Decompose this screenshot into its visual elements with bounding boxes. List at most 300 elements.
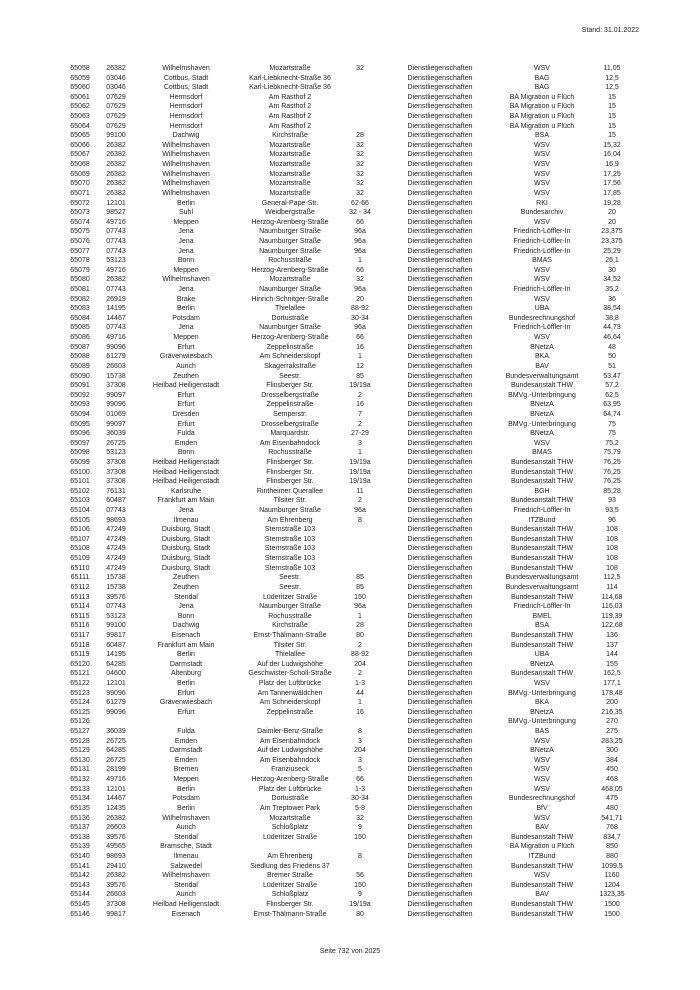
cell-number: 32: [356, 814, 364, 822]
cell-id: 65086: [70, 334, 90, 342]
table-row: [60, 477, 640, 487]
cell-id: 65112: [70, 583, 90, 591]
cell-street: Skagerrakstraße: [264, 362, 316, 370]
cell-plz: 14195: [106, 305, 126, 313]
cell-plz: 07743: [106, 324, 126, 332]
cell-organization: BMVg.-Unterbringung: [508, 391, 576, 399]
cell-id: 65143: [70, 881, 90, 889]
cell-type: Dienstliegenschaften: [407, 555, 473, 563]
cell-id: 65104: [70, 507, 90, 515]
cell-type: Dienstliegenschaften: [407, 564, 473, 572]
cell-organization: Bundesanstalt THW: [510, 641, 574, 649]
cell-city: Heilbad Heiligenstadt: [152, 901, 220, 909]
cell-number: 96a: [354, 286, 366, 294]
page-number-label: Seite 732 von 2025: [319, 948, 381, 955]
cell-value: 216,35: [601, 708, 623, 716]
cell-id: 65099: [70, 458, 90, 466]
cell-city: Altenburg: [171, 670, 201, 678]
cell-id: 65132: [70, 776, 90, 784]
cell-number: [340, 525, 380, 535]
cell-organization: WSV: [534, 151, 550, 159]
cell-plz: 14467: [106, 795, 126, 803]
cell-organization: BAG: [534, 84, 550, 92]
cell-number: 3: [358, 756, 362, 764]
cell-street: Seestr.: [279, 372, 301, 380]
cell-value: 50: [608, 353, 616, 361]
cell-id: 65061: [70, 93, 90, 101]
cell-type: Dienstliegenschaften: [407, 535, 473, 543]
cell-organization: Bundesanstalt THW: [510, 631, 574, 639]
table-row: [60, 285, 640, 295]
cell-street: Ernst-Thälmann-Straße: [253, 910, 327, 918]
cell-value: 15: [608, 93, 616, 101]
cell-type: Dienstliegenschaften: [407, 785, 473, 793]
cell-street: Auf der Ludwigshöhe: [257, 660, 323, 668]
cell-organization: Friedrich-Löffler-In: [513, 228, 571, 236]
cell-organization: Bundesarchiv: [520, 209, 564, 217]
cell-type: Dienstliegenschaften: [407, 526, 473, 534]
cell-type: Dienstliegenschaften: [407, 420, 473, 428]
cell-organization: BAV: [535, 362, 549, 370]
table-row: [60, 506, 640, 516]
cell-type: Dienstliegenschaften: [407, 545, 473, 553]
cell-number: 2: [358, 641, 362, 649]
cell-street: Mozartstraße: [269, 65, 311, 72]
cell-organization: Friedrich-Löffler-In: [513, 237, 571, 245]
table-row: [60, 400, 640, 410]
cell-organization: Bundesanstalt THW: [510, 881, 574, 889]
cell-organization: BAS: [534, 728, 549, 736]
cell-city: [132, 717, 240, 727]
cell-city: Karlsruhe: [171, 487, 201, 495]
cell-organization: BfV: [536, 804, 548, 812]
table-row: [60, 391, 640, 401]
cell-value: 20: [608, 209, 616, 217]
cell-city: Wilhelmshaven: [162, 151, 210, 159]
table-row: [60, 420, 640, 430]
cell-street: Am Rasthof 2: [268, 113, 312, 121]
cell-organization: BKA: [534, 353, 549, 361]
cell-value: 1500: [604, 910, 620, 918]
table-row: [60, 352, 640, 362]
cell-plz: 26382: [106, 276, 126, 284]
cell-plz: 99096: [106, 708, 126, 716]
cell-plz: 26382: [106, 151, 126, 159]
cell-value: 475: [606, 795, 618, 803]
cell-plz: 99817: [106, 631, 126, 639]
cell-city: Berlin: [177, 305, 195, 313]
table-row: [60, 727, 640, 737]
cell-id: 65070: [70, 180, 90, 188]
cell-number: 5: [358, 766, 362, 774]
cell-value: 114: [606, 583, 618, 591]
table-row: [60, 189, 640, 199]
cell-value: 200: [606, 699, 618, 707]
cell-id: 65102: [70, 487, 90, 495]
cell-plz: 26603: [106, 891, 126, 899]
cell-plz: 49565: [106, 843, 126, 851]
table-row: [60, 573, 640, 583]
cell-type: Dienstliegenschaften: [407, 247, 473, 255]
cell-city: Duisburg, Stadt: [161, 545, 211, 553]
cell-city: Emden: [174, 737, 198, 745]
cell-street: Flinsberger Str.: [266, 382, 314, 390]
cell-organization: WSV: [534, 161, 550, 169]
cell-city: Eisenach: [171, 910, 201, 918]
cell-number: 96a: [354, 324, 366, 332]
cell-id: 65100: [70, 468, 90, 476]
cell-organization: BAV: [535, 824, 549, 832]
cell-organization: Friedrich-Löffler-In: [513, 507, 571, 515]
cell-city: Hermsdorf: [169, 103, 203, 111]
cell-plz: 07743: [106, 237, 126, 245]
cell-id: 65133: [70, 785, 90, 793]
cell-street: Siedlung des Friedens 37: [250, 862, 330, 870]
cell-street: Kirchstraße: [272, 622, 308, 630]
cell-organization: UBA: [534, 305, 550, 313]
cell-plz: 03046: [106, 74, 126, 82]
cell-organization: WSV: [534, 737, 550, 745]
cell-city: Dachwig: [172, 132, 200, 140]
cell-value: 17,56: [603, 180, 621, 188]
cell-city: Frankfurt am Main: [157, 497, 215, 505]
cell-organization: Bundesanstalt THW: [510, 468, 574, 476]
cell-type: Dienstliegenschaften: [407, 795, 473, 803]
cell-id: 65121: [70, 670, 90, 678]
cell-number: 150: [354, 881, 366, 889]
cell-number: 32: [356, 65, 364, 72]
cell-street: General-Pape-Str.: [261, 199, 319, 207]
cell-street: Naumburger Straße: [259, 507, 321, 515]
cell-value: 75,2: [605, 439, 619, 447]
table-row: [60, 304, 640, 314]
cell-type: Dienstliegenschaften: [407, 852, 473, 860]
cell-city: Dresden: [172, 410, 200, 418]
cell-value: 75,79: [603, 449, 621, 457]
properties-table: [60, 64, 640, 919]
cell-street: Rochusstraße: [268, 449, 312, 457]
cell-street: Lüderitzer Straße: [262, 833, 318, 841]
cell-type: Dienstliegenschaften: [407, 891, 473, 899]
cell-city: Duisburg, Stadt: [161, 555, 211, 563]
cell-type: Dienstliegenschaften: [407, 189, 473, 197]
cell-plz: 26382: [106, 170, 126, 178]
cell-street: Bremer Straße: [267, 872, 313, 880]
cell-value: 108: [606, 535, 618, 543]
cell-type: Dienstliegenschaften: [407, 756, 473, 764]
cell-organization: BGH: [534, 487, 550, 495]
cell-number: 32: [356, 141, 364, 149]
cell-city: Fulda: [177, 728, 195, 736]
cell-plz: 53123: [106, 612, 126, 620]
cell-value: 76,25: [603, 458, 621, 466]
cell-street: Rintheimer Querallee: [256, 487, 324, 495]
cell-city: Erfurt: [177, 391, 195, 399]
cell-value: 15: [608, 113, 616, 121]
cell-value: 23,375: [601, 237, 623, 245]
cell-organization: WSV: [534, 785, 550, 793]
cell-id: 65071: [70, 189, 90, 197]
cell-value: 15: [608, 122, 616, 130]
cell-plz: 98527: [106, 209, 126, 217]
cell-id: 65082: [70, 295, 90, 303]
table-row: [60, 150, 640, 160]
cell-value: 15,32: [603, 141, 621, 149]
cell-value: 450: [606, 766, 618, 774]
cell-city: Hermsdorf: [169, 113, 203, 121]
cell-id: 65096: [70, 430, 90, 438]
cell-type: Dienstliegenschaften: [407, 699, 473, 707]
cell-value: 300: [606, 747, 618, 755]
cell-plz: 37308: [106, 382, 126, 390]
cell-value: 57,2: [605, 382, 619, 390]
cell-value: 15: [608, 132, 616, 140]
cell-value: 1500: [604, 901, 620, 909]
cell-plz: 99097: [106, 420, 126, 428]
cell-plz: 99096: [106, 401, 126, 409]
cell-number: 85: [356, 574, 364, 582]
cell-organization: BSA: [534, 622, 549, 630]
cell-city: Emden: [174, 439, 198, 447]
cell-number: 16: [356, 343, 364, 351]
table-row: [60, 862, 640, 872]
cell-type: Dienstliegenschaften: [407, 718, 473, 726]
cell-value: 35,2: [605, 286, 619, 294]
cell-city: Zeuthen: [173, 372, 199, 380]
cell-street: Dortustraße: [271, 795, 309, 803]
cell-id: 65115: [70, 612, 90, 620]
table-row: [60, 525, 640, 535]
cell-number: 1: [358, 699, 362, 707]
cell-value: 108: [606, 564, 618, 572]
cell-organization: BMVg.-Unterbringung: [508, 689, 576, 697]
cell-organization: Bundesanstalt THW: [510, 910, 574, 918]
cell-plz: 98693: [106, 516, 126, 524]
cell-number: 96a: [354, 507, 366, 515]
cell-city: Dachwig: [172, 622, 200, 630]
cell-organization: Bundesanstalt THW: [510, 555, 574, 563]
cell-organization: Bundesanstalt THW: [510, 382, 574, 390]
cell-organization: Bundesanstalt THW: [510, 862, 574, 870]
table-row: [60, 275, 640, 285]
cell-organization: BNetzA: [530, 660, 554, 668]
cell-city: Zeuthen: [173, 583, 199, 591]
cell-organization: WSV: [534, 266, 550, 274]
cell-city: Duisburg, Stadt: [161, 564, 211, 572]
table-row: [60, 487, 640, 497]
cell-city: Wilhelmshaven: [162, 65, 210, 72]
table-row: [60, 112, 640, 122]
cell-value: 468: [606, 776, 618, 784]
cell-city: Cottbus, Stadt: [163, 84, 209, 92]
cell-organization: BA Migration u Flüch: [509, 843, 575, 851]
cell-id: 65114: [70, 603, 90, 611]
cell-id: 65085: [70, 324, 90, 332]
cell-number: 1: [358, 449, 362, 457]
cell-organization: WSV: [534, 439, 550, 447]
cell-type: Dienstliegenschaften: [407, 631, 473, 639]
cell-number: 88-92: [351, 651, 369, 659]
cell-plz: 26603: [106, 362, 126, 370]
cell-value: 834,7: [603, 833, 621, 841]
cell-plz: 36039: [106, 728, 126, 736]
cell-plz: 14195: [106, 651, 126, 659]
cell-type: Dienstliegenschaften: [407, 824, 473, 832]
cell-type: Dienstliegenschaften: [407, 641, 473, 649]
cell-city: Stendal: [174, 593, 198, 601]
cell-number: 2: [358, 670, 362, 678]
cell-street: Weidbergstraße: [265, 209, 315, 217]
table-row: [60, 410, 640, 420]
cell-plz: 53123: [106, 257, 126, 265]
table-row: [60, 535, 640, 545]
table-row: [60, 814, 640, 824]
cell-number: 8: [358, 516, 362, 524]
cell-number: [340, 862, 380, 872]
cell-number: 7: [358, 410, 362, 418]
cell-street: Karl-Liebknecht-Straße 36: [249, 74, 331, 82]
table-row: [60, 785, 640, 795]
cell-street: Rochusstraße: [268, 612, 312, 620]
cell-city: Bonn: [177, 612, 195, 620]
cell-organization: Bundesanstalt THW: [510, 901, 574, 909]
cell-plz: 47249: [106, 545, 126, 553]
cell-plz: 07743: [106, 507, 126, 515]
cell-value: 53,47: [603, 372, 621, 380]
cell-value: 26,1: [605, 257, 619, 265]
cell-plz: 12101: [106, 680, 126, 687]
table-row: [60, 621, 640, 631]
cell-number: 1: [358, 353, 362, 361]
cell-type: Dienstliegenschaften: [407, 843, 473, 851]
cell-value: 155: [606, 660, 618, 668]
cell-id: 65081: [70, 286, 90, 294]
cell-organization: BNetzA: [530, 401, 554, 409]
cell-id: 65084: [70, 314, 90, 322]
cell-street: Sternstraße 103: [264, 545, 316, 553]
cell-organization: Bundesverwaltungsamt: [505, 574, 579, 582]
table-row: [60, 804, 640, 814]
cell-street: Drosselbergstraße: [261, 420, 319, 428]
cell-city: Aurich: [176, 362, 196, 370]
cell-plz: 15738: [106, 574, 126, 582]
cell-plz: 07629: [106, 103, 126, 111]
table-row: [60, 708, 640, 718]
cell-id: 65075: [70, 228, 90, 236]
cell-id: 65106: [70, 526, 90, 534]
cell-number: [340, 93, 380, 103]
cell-organization: BSA: [534, 132, 549, 140]
cell-type: Dienstliegenschaften: [407, 862, 473, 870]
cell-street: Hinrich-Schnitger-Straße: [251, 295, 329, 303]
cell-value: 114,68: [601, 593, 623, 601]
cell-organization: WSV: [534, 276, 550, 284]
table-row: [60, 102, 640, 112]
cell-number: 80: [356, 631, 364, 639]
cell-city: Potsdam: [172, 314, 200, 322]
cell-number: 3: [358, 737, 362, 745]
cell-number: 30-34: [351, 795, 369, 803]
cell-city: Jena: [178, 247, 194, 255]
cell-organization: BNetzA: [530, 430, 554, 438]
cell-type: Dienstliegenschaften: [407, 747, 473, 755]
cell-number: 19/19a: [349, 458, 371, 466]
cell-value: 38,8: [605, 314, 619, 322]
cell-number: 32: [356, 276, 364, 284]
table-row: [60, 439, 640, 449]
cell-plz: 99817: [106, 910, 126, 918]
cell-organization: BMAS: [532, 257, 552, 265]
cell-organization: BMAS: [532, 449, 552, 457]
cell-type: Dienstliegenschaften: [407, 410, 473, 418]
cell-id: 65127: [70, 728, 90, 736]
cell-id: 65074: [70, 218, 90, 226]
cell-plz: 12101: [106, 785, 126, 793]
cell-value: 270: [606, 718, 618, 726]
cell-value: 62,5: [605, 391, 619, 399]
cell-number: 96a: [354, 228, 366, 236]
cell-plz: 61279: [106, 353, 126, 361]
cell-plz: 29410: [106, 862, 126, 870]
cell-organization: BAV: [535, 891, 549, 899]
cell-city: Hermsdorf: [169, 122, 203, 130]
cell-street: Naumburger Straße: [259, 603, 321, 611]
cell-organization: BNetzA: [530, 410, 554, 418]
cell-plz: 60487: [106, 497, 126, 505]
cell-type: Dienstliegenschaften: [407, 478, 473, 486]
cell-city: Erfurt: [177, 420, 195, 428]
cell-plz: 01069: [106, 410, 126, 418]
cell-type: Dienstliegenschaften: [407, 266, 473, 274]
cell-number: 2: [358, 420, 362, 428]
cell-city: Meppen: [173, 266, 199, 274]
cell-street: Platz der Luftbrücke: [258, 785, 322, 793]
cell-number: 32: [356, 189, 364, 197]
cell-value: 116,03: [601, 603, 623, 611]
cell-street: Mozartstraße: [269, 151, 311, 159]
cell-city: Berlin: [177, 651, 195, 659]
cell-plz: 14467: [106, 314, 126, 322]
cell-id: 65062: [70, 103, 90, 111]
cell-id: 65117: [70, 631, 90, 639]
cell-street: Am Schneiderskopf: [259, 699, 321, 707]
cell-city: Jena: [178, 286, 194, 294]
cell-id: 65067: [70, 151, 90, 159]
cell-street: Ernst-Thälmann-Straße: [253, 631, 327, 639]
cell-city: Jena: [178, 237, 194, 245]
cell-value: 75: [608, 430, 616, 438]
cell-number: [340, 83, 380, 93]
cell-number: 1: [358, 612, 362, 620]
cell-city: Darmstadt: [169, 660, 203, 668]
cell-number: 19/19a: [349, 901, 371, 909]
cell-number: [340, 564, 380, 574]
cell-value: 93,5: [605, 507, 619, 515]
cell-street: Naumburger Straße: [259, 286, 321, 294]
cell-value: 275: [606, 728, 618, 736]
cell-number: 32: [356, 170, 364, 178]
table-row: [60, 746, 640, 756]
cell-number: 204: [354, 660, 366, 668]
cell-organization: Bundesanstalt THW: [510, 458, 574, 466]
cell-organization: BNetzA: [530, 747, 554, 755]
cell-city: Bramsche, Stadt: [160, 843, 212, 851]
cell-type: Dienstliegenschaften: [407, 516, 473, 524]
cell-plz: 07629: [106, 93, 126, 101]
table-row: [60, 564, 640, 574]
table-row: [60, 333, 640, 343]
cell-plz: 26725: [106, 737, 126, 745]
